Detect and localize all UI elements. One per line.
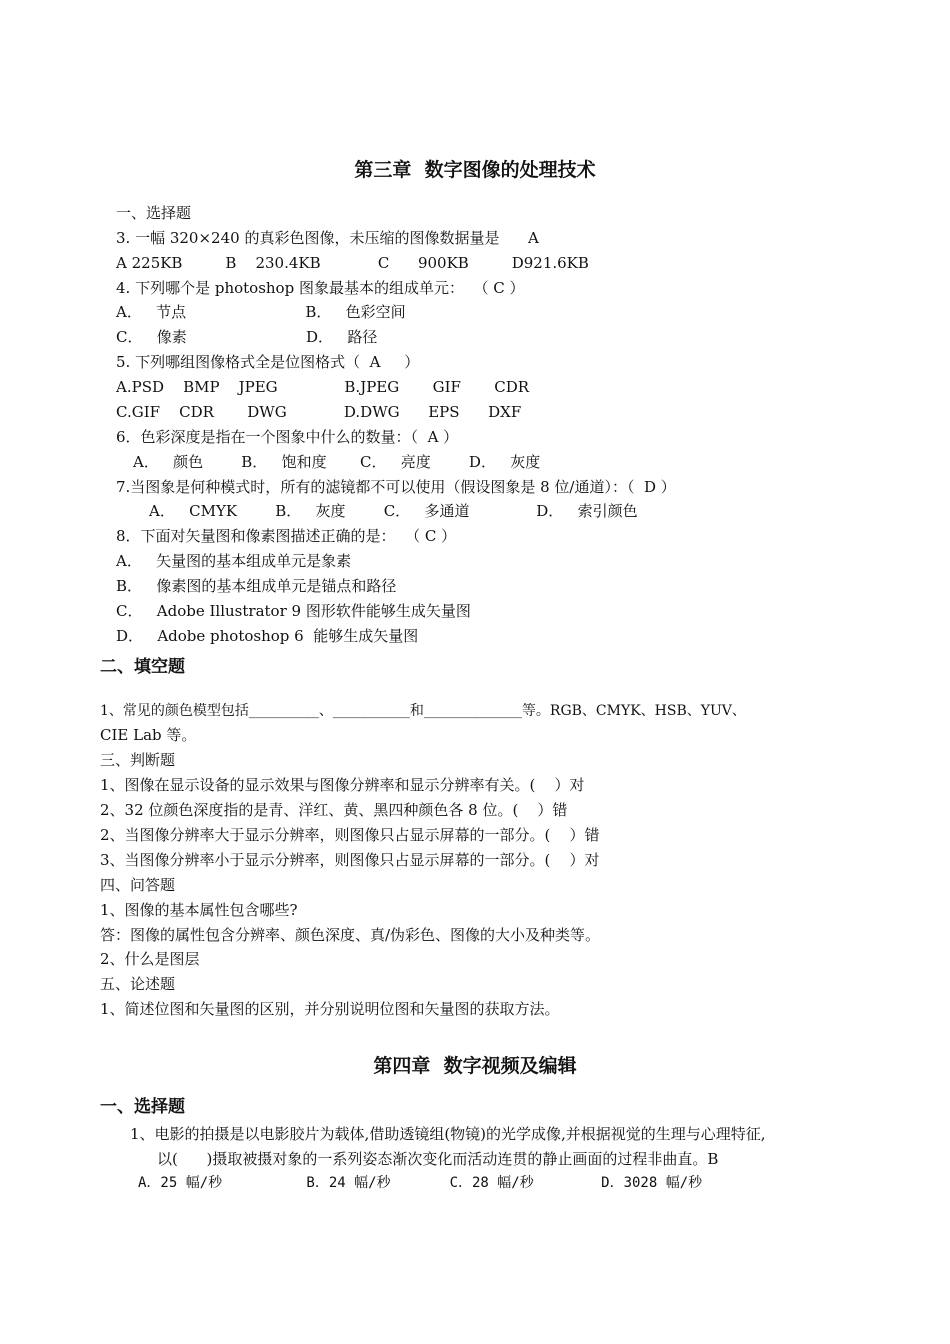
fill-question-1-cont: CIE Lab 等。 — [100, 726, 197, 744]
question-3: 3. 一幅 320×240 的真彩色图像，未压缩的图像数据量是 A — [116, 229, 539, 247]
fill-question-1: 1、常见的颜色模型包括__________、___________和______________等。RGB、CMYK、HSB、YUV、 — [100, 703, 746, 719]
question-8: 8．下面对矢量图和像素图描述正确的是： （ C ） — [116, 527, 457, 545]
question-6-options: A． 颜色 B． 饱和度 C． 亮度 D． 灰度 — [133, 453, 541, 471]
ch4-question-1-cont: 以( )摄取被摄对象的一系列姿态渐次变化而活动连贯的静止画面的过程非曲直。B — [157, 1150, 719, 1168]
question-8-option-a: A． 矢量图的基本组成单元是象素 — [116, 552, 352, 570]
chapter4-title: 第四章 数字视频及编辑 — [373, 1055, 577, 1077]
question-8-option-c: C． Adobe Illustrator 9 图形软件能够生成矢量图 — [116, 602, 471, 620]
ch4-question-1-options: A．25 幅/秒 B．24 幅/秒 C．28 幅/秒 D．3028 幅/秒 — [138, 1175, 703, 1191]
question-7-options: A． CMYK B． 灰度 C． 多通道 D． 索引颜色 — [149, 502, 638, 520]
question-4-options-cd: C． 像素 D． 路径 — [116, 328, 378, 346]
question-4: 4. 下列哪个是 photoshop 图象最基本的组成单元： （ C ） — [116, 279, 525, 297]
judge-item-3: 2、当图像分辨率大于显示分辨率，则图像只占显示屏幕的一部分。( ）错 — [100, 826, 600, 844]
section-heading-essay: 五、论述题 — [100, 975, 176, 993]
chapter3-title: 第三章 数字图像的处理技术 — [354, 159, 596, 181]
question-5: 5. 下列哪组图像格式全是位图格式（ A ） — [116, 353, 420, 371]
judge-item-1: 1、图像在显示设备的显示效果与图像分辨率和显示分辨率有关。( ）对 — [100, 776, 585, 794]
question-5-options-ab: A.PSD BMP JPEG B.JPEG GIF CDR — [116, 378, 530, 396]
qa-answer-1: 答：图像的属性包含分辨率、颜色深度、真/伪彩色、图像的大小及种类等。 — [100, 926, 601, 944]
question-5-options-cd: C.GIF CDR DWG D.DWG EPS DXF — [116, 403, 522, 421]
ch4-question-1: 1、电影的拍摄是以电影胶片为载体,借助透镜组(物镜)的光学成像,并根据视觉的生理与心理特征, — [130, 1125, 766, 1143]
section-heading-qa: 四、问答题 — [100, 876, 176, 894]
section-heading-fill: 二、填空题 — [100, 657, 185, 677]
question-7: 7.当图象是何种模式时，所有的滤镜都不可以使用（假设图象是 8 位/通道）：（ D ） — [116, 478, 676, 496]
section-heading-judge: 三、判断题 — [100, 751, 176, 769]
question-4-options-ab: A． 节点 B． 色彩空间 — [116, 303, 406, 321]
judge-item-2: 2、32 位颜色深度指的是青、洋红、黄、黑四种颜色各 8 位。( ）错 — [100, 801, 568, 819]
question-8-option-b: B． 像素图的基本组成单元是锚点和路径 — [116, 577, 397, 595]
qa-question-2: 2、什么是图层 — [100, 950, 200, 968]
judge-item-4: 3、当图像分辨率小于显示分辨率，则图像只占显示屏幕的一部分。( ）对 — [100, 851, 600, 869]
section-heading: 一、选择题 — [116, 204, 192, 222]
qa-question-1: 1、图像的基本属性包含哪些? — [100, 901, 298, 919]
essay-question-1: 1、简述位图和矢量图的区别，并分别说明位图和矢量图的获取方法。 — [100, 1000, 560, 1018]
section-heading-ch4: 一、选择题 — [100, 1097, 185, 1117]
question-3-options: A 225KB B 230.4KB C 900KB D921.6KB — [116, 254, 589, 272]
question-8-option-d: D． Adobe photoshop 6 能够生成矢量图 — [116, 627, 419, 645]
question-6: 6．色彩深度是指在一个图象中什么的数量：（ A ） — [116, 428, 459, 446]
